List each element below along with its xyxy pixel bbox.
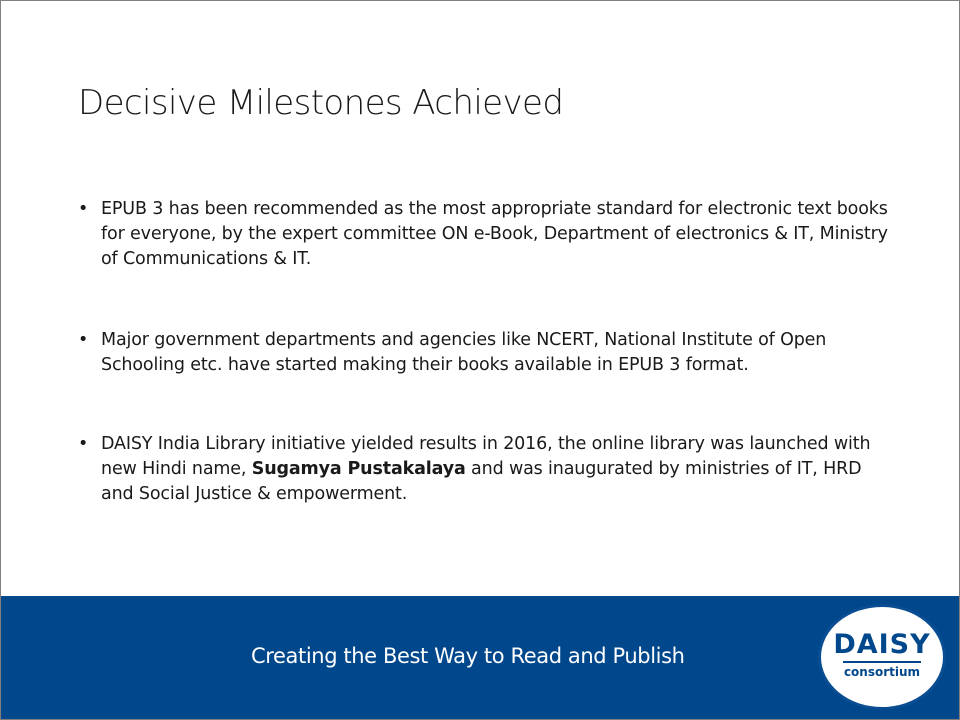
daisy-consortium-logo <box>818 604 946 710</box>
bullet-text-part: and was inaugurated by ministries of IT, HRD and Social Justice & empowerment. <box>101 459 862 504</box>
logo-subtitle: consortium <box>821 665 943 679</box>
library-name: Sugamya Pustakalaya <box>251 459 466 479</box>
footer-tagline: Creating the Best Way to Read and Publish <box>251 644 685 668</box>
bullet-list <box>78 197 898 507</box>
bullet-dot-icon: • <box>78 199 89 219</box>
bullet-item <box>78 328 898 378</box>
bullet-text <box>101 434 870 504</box>
bullet-text: EPUB 3 has been recommended as the most appropriate standard for electronic text books for everyone, by the expert committee ON e-Book, Department of electronics & IT, Ministry of Communications & IT. <box>101 199 888 269</box>
logo-word: DAISY <box>833 629 931 660</box>
bullet-text: Major government departments and agencies like NCERT, National Institute of Open Schooling etc. have started making their books available in EPUB 3 format. <box>101 330 827 375</box>
bullet-text-part: DAISY India Library initiative yielded results in 2016, the online library was launched with new Hindi name, <box>101 434 871 479</box>
bullet-item <box>78 197 898 272</box>
bullet-item <box>78 432 898 507</box>
bullet-dot-icon: • <box>78 330 89 350</box>
slide-title: Decisive Milestones Achieved <box>78 83 564 123</box>
bullet-dot-icon: • <box>78 434 89 454</box>
